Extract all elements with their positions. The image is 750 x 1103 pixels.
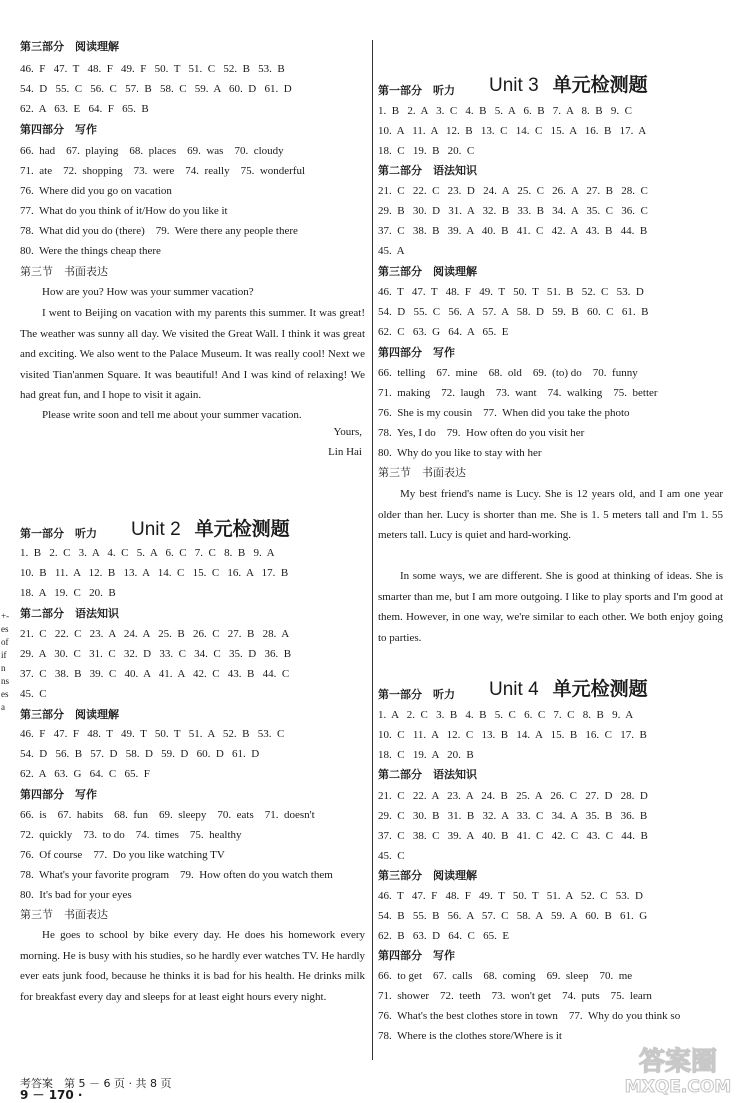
answer-line: 71. shower 72. teeth 73. won't get 74. puts 75. learn (378, 990, 652, 1002)
unit-label: Unit 3 (489, 75, 539, 96)
binding-edge-marks: +- es of if n ns es a (1, 611, 10, 712)
answer-line: 21. C 22. C 23. A 24. A 25. B 26. C 27. B 28. A (20, 628, 290, 640)
section-heading: 第三部分 阅读理解 (20, 40, 119, 53)
answer-line: 46. F 47. T 48. F 49. F 50. T 51. C 52. B 53. B (20, 63, 285, 75)
answer-line: 54. D 55. C 56. A 57. A 58. D 59. B 60. C 61. B (378, 306, 649, 318)
unit-title-text: 单元检测题 (552, 74, 648, 96)
essay-paragraph: Please write soon and tell me about your summer vacation. (42, 409, 302, 421)
answer-line: 10. C 11. A 12. C 13. B 14. A 15. B 16. C 17. B (378, 729, 647, 741)
essay-paragraph: He goes to school by bike every day. He does his homework every morning. He is busy with his studies, so he hardly ever watches TV. He hardly ever eats junk food, because he thinks it is bad for his health. He drinks milk for breakfast every day and sleeps for at least eight hours every night. (20, 929, 365, 1003)
answer-line: 10. B 11. A 12. B 13. A 14. C 15. C 16. A 17. B (20, 567, 289, 579)
section-heading: 第四部分 写作 (20, 788, 97, 801)
answer-line: 78. What's your favorite program 79. How often do you watch them (20, 869, 333, 881)
answer-line: 80. It's bad for your eyes (20, 889, 132, 901)
column-divider (372, 40, 373, 1060)
section-heading: 第二部分 语法知识 (378, 164, 477, 177)
answer-line: 18. C 19. B 20. C (378, 145, 475, 157)
answer-line: 37. C 38. B 39. C 40. A 41. A 42. C 43. B 44. C (20, 668, 290, 680)
answer-line: 71. ate 72. shopping 73. were 74. really 75. wonderful (20, 165, 306, 177)
answer-line: 62. A 63. G 64. C 65. F (20, 768, 150, 780)
answer-line: 1. A 2. C 3. B 4. B 5. C 6. C 7. C 8. B 9. A (378, 709, 634, 721)
section-heading: 第二部分 语法知识 (378, 768, 477, 781)
section-heading: 第一部分 听力 (378, 688, 455, 701)
answer-line: 37. C 38. B 39. A 40. B 41. C 42. A 43. B 44. B (378, 225, 648, 237)
answer-line: 37. C 38. C 39. A 40. B 41. C 42. C 43. C 44. B (378, 830, 648, 842)
answer-line: 18. C 19. A 20. B (378, 749, 474, 761)
section-heading: 第三节 书面表达 (20, 908, 108, 921)
answer-line: 18. A 19. C 20. B (20, 587, 116, 599)
answer-line: 45. A (378, 245, 405, 257)
watermark-logo (618, 1040, 738, 1098)
answer-line: 76. Of course 77. Do you like watching TV (20, 849, 225, 861)
answer-line: 29. B 30. D 31. A 32. B 33. B 34. A 35. C 36. C (378, 205, 648, 217)
letter-signature: Lin Hai (328, 446, 362, 458)
answer-line: 78. Yes, I do 79. How often do you visit her (378, 427, 585, 439)
essay-paragraph: How are you? How was your summer vacation? (42, 286, 254, 298)
section-heading: 第一部分 听力 (20, 527, 97, 540)
answer-line: 66. to get 67. calls 68. coming 69. sleep 70. me (378, 970, 633, 982)
answer-line: 10. A 11. A 12. B 13. C 14. C 15. A 16. B 17. A (378, 125, 647, 137)
answer-line: 46. F 47. F 48. T 49. T 50. T 51. A 52. B 53. C (20, 728, 285, 740)
section-heading: 第四部分 写作 (378, 949, 455, 962)
answer-line: 77. What do you think of it/How do you like it (20, 205, 228, 217)
answer-line: 78. What did you do (there) 79. Were there any people there (20, 225, 298, 237)
section-heading: 第二部分 语法知识 (20, 607, 119, 620)
section-heading: 第四部分 写作 (378, 346, 455, 359)
watermark-bottom-text: MXQE.COM (624, 1077, 732, 1097)
section-heading: 第三节 书面表达 (20, 265, 108, 278)
answer-line: 62. B 63. D 64. C 65. E (378, 930, 510, 942)
unit-label: Unit 2 (131, 519, 181, 540)
answer-line: 80. Were the things cheap there (20, 245, 161, 257)
answer-line: 54. B 55. B 56. A 57. C 58. A 59. A 60. B 61. G (378, 910, 648, 922)
answer-line: 1. B 2. C 3. A 4. C 5. A 6. C 7. C 8. B 9. A (20, 547, 275, 559)
answer-line: 78. Where is the clothes store/Where is it (378, 1030, 562, 1042)
answer-line: 1. B 2. A 3. C 4. B 5. A 6. B 7. A 8. B 9. C (378, 105, 632, 117)
answer-line: 46. T 47. T 48. F 49. T 50. T 51. B 52. C 53. D (378, 286, 644, 298)
answer-line: 76. What's the best clothes store in town 77. Why do you think so (378, 1010, 681, 1022)
essay-paragraph: My best friend's name is Lucy. She is 12 years old, and I am one year older than her. Lucy is shorter than me. She is 1. 5 meters tall and I'm 1. 55 meters tall. Lucy is quiet and hard-working. (378, 488, 723, 541)
page-footer: 考答案 第 5 － 6 页 · 共 8 页 (20, 1077, 172, 1090)
letter-closing: Yours, (333, 426, 362, 438)
page-number: 9 － 170 · (20, 1088, 83, 1102)
answer-line: 62. C 63. G 64. A 65. E (378, 326, 509, 338)
watermark-top-text: 答案圈 (638, 1047, 718, 1077)
section-heading: 第一部分 听力 (378, 84, 455, 97)
answer-line: 80. Why do you like to stay with her (378, 447, 542, 459)
answer-line: 29. A 30. C 31. C 32. D 33. C 34. C 35. D 36. B (20, 648, 292, 660)
answer-line: 45. C (20, 688, 47, 700)
answer-line: 71. making 72. laugh 73. want 74. walking 75. better (378, 387, 658, 399)
unit-title-text: 单元检测题 (194, 518, 290, 540)
section-heading: 第三节 书面表达 (378, 466, 466, 479)
answer-line: 66. had 67. playing 68. places 69. was 70. cloudy (20, 145, 284, 157)
unit-title-text: 单元检测题 (552, 678, 648, 700)
answer-line: 21. C 22. A 23. A 24. B 25. A 26. C 27. D 28. D (378, 790, 648, 802)
section-heading: 第三部分 阅读理解 (20, 708, 119, 721)
answer-line: 45. C (378, 850, 405, 862)
section-heading: 第三部分 阅读理解 (378, 265, 477, 278)
answer-line: 54. D 56. B 57. D 58. D 59. D 60. D 61. D (20, 748, 260, 760)
essay-paragraph: In some ways, we are different. She is good at thinking of ideas. She is smarter than me, but I am more outgoing. I like to play sports and I'm good at them. However, in one way, we're similar to each other. We both enjoy going to parties. (378, 570, 723, 644)
answer-line: 54. D 55. C 56. C 57. B 58. C 59. A 60. D 61. D (20, 83, 292, 95)
answer-line: 46. T 47. F 48. F 49. T 50. T 51. A 52. C 53. D (378, 890, 643, 902)
answer-line: 62. A 63. E 64. F 65. B (20, 103, 149, 115)
answer-line: 72. quickly 73. to do 74. times 75. healthy (20, 829, 242, 841)
answer-line: 76. She is my cousin 77. When did you take the photo (378, 407, 630, 419)
essay-paragraph: I went to Beijing on vacation with my parents this summer. It was great! The weather was sunny all day. We visited the Great Wall. I think it was great and exciting. We also went to the Palace Museum. It was really cool! Next we visited Tian'anmen Square. It was beautiful! And I was kind of relaxing! We had great fun, and I hope to visit it again. (20, 307, 365, 401)
answer-line: 21. C 22. C 23. D 24. A 25. C 26. A 27. B 28. C (378, 185, 648, 197)
answer-line: 66. is 67. habits 68. fun 69. sleepy 70. eats 71. doesn't (20, 809, 315, 821)
answer-line: 29. C 30. B 31. B 32. A 33. C 34. A 35. B 36. B (378, 810, 648, 822)
unit-label: Unit 4 (489, 679, 539, 700)
answer-line: 66. telling 67. mine 68. old 69. (to) do 70. funny (378, 367, 638, 379)
answer-line: 76. Where did you go on vacation (20, 185, 172, 197)
section-heading: 第三部分 阅读理解 (378, 869, 477, 882)
section-heading: 第四部分 写作 (20, 123, 97, 136)
